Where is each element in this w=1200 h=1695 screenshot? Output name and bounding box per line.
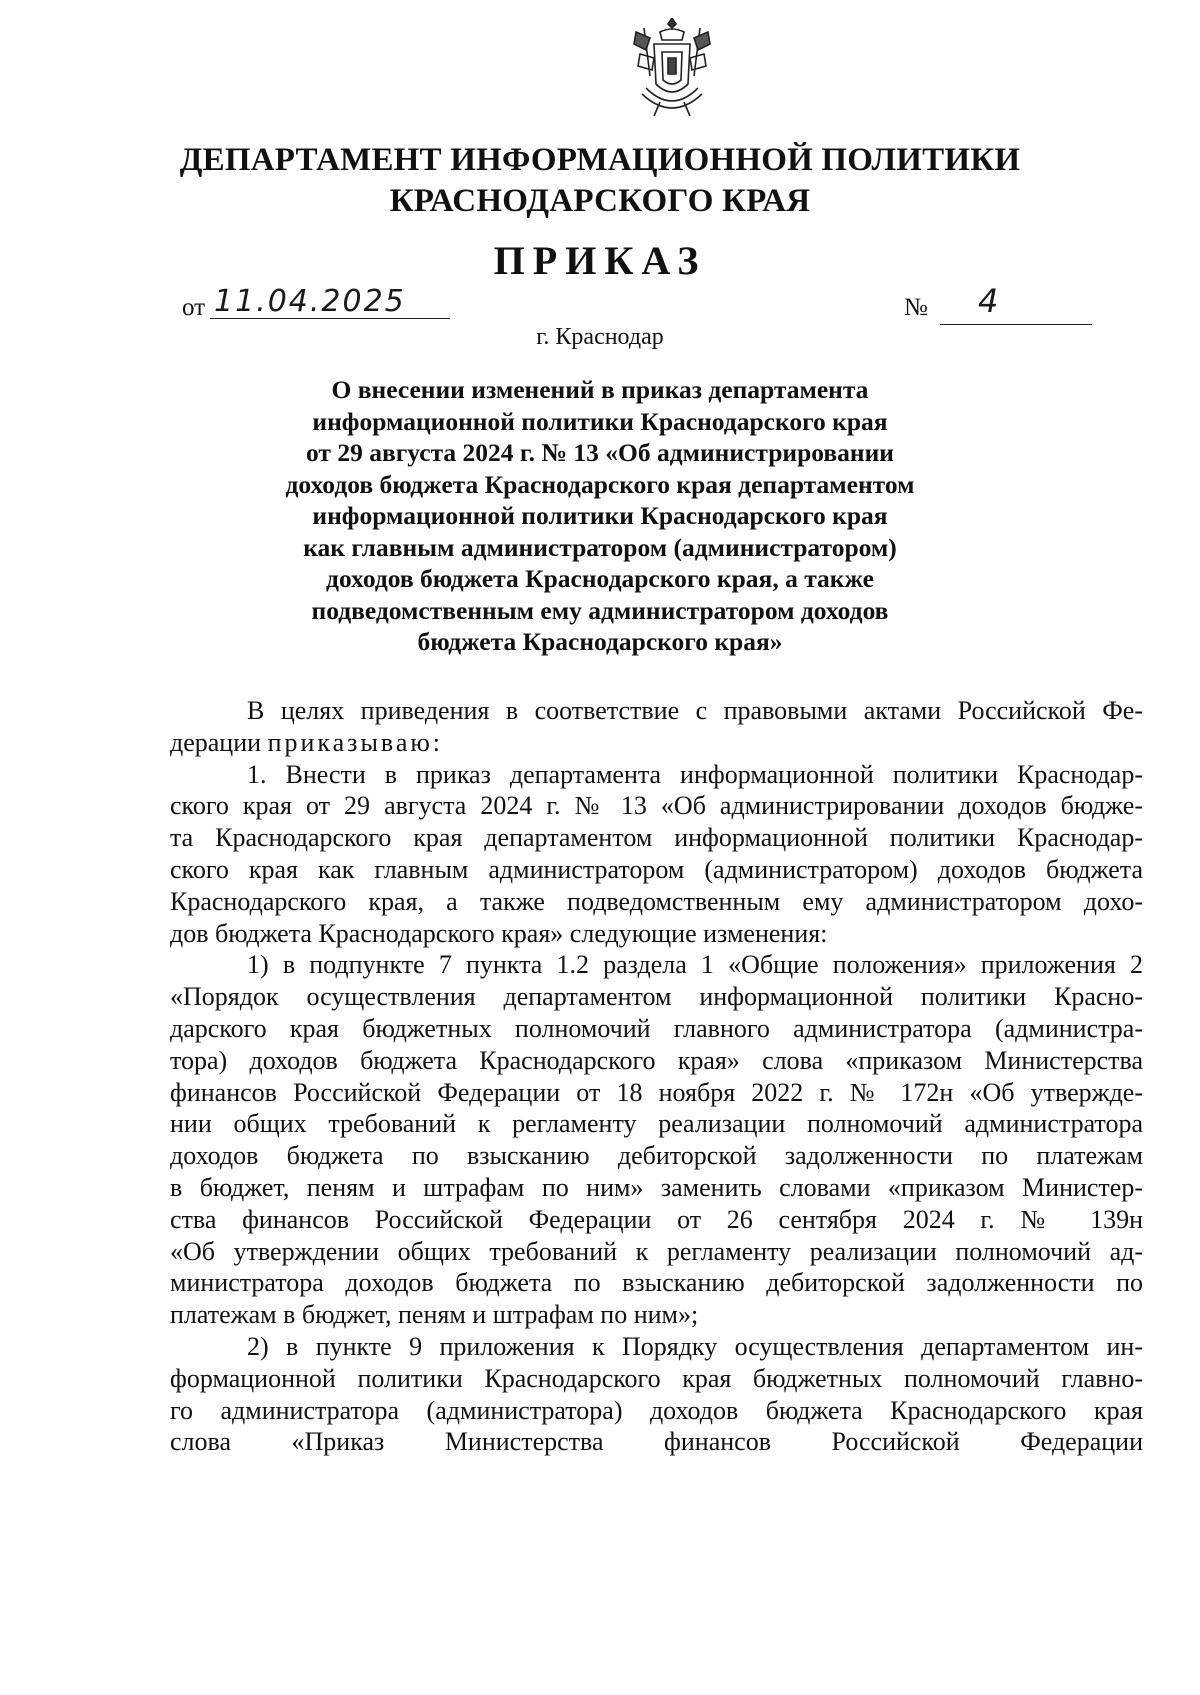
body-line: та Краснодарского края департаментом информационной политики Краснодар- bbox=[170, 823, 1143, 853]
body-line: финансов Российской Федерации от 18 ноября 2022 г. № 172н «Об утвержде- bbox=[170, 1077, 1143, 1107]
body-line: ского края как главным администратором (администратором) доходов бюджета bbox=[170, 854, 1143, 884]
date-underline bbox=[210, 318, 450, 319]
department-name-line-2: КРАСНОДАРСКОГО КРАЯ bbox=[389, 183, 811, 219]
order-subject bbox=[200, 374, 1000, 658]
body-text: дерации bbox=[170, 727, 262, 757]
city-line: г. Краснодар bbox=[536, 324, 664, 350]
subject-line: информационной политики Краснодарского края bbox=[312, 406, 888, 436]
subject-line: О внесении изменений в приказ департамента bbox=[331, 375, 869, 404]
subject-line: доходов бюджета Краснодарского края, а также bbox=[326, 564, 874, 593]
subject-line: от 29 августа 2024 г. № 13 «Об администрировании bbox=[306, 438, 894, 467]
subject-line: доходов бюджета Краснодарского края департаментом bbox=[285, 469, 915, 499]
body-line: В целях приведения в соответствие с правовыми актами Российской Фе- bbox=[247, 696, 1143, 725]
handwritten-date: 11.04.2025 bbox=[214, 284, 406, 319]
body-line: министратора доходов бюджета по взысканию дебиторской задолженности по bbox=[170, 1268, 1143, 1298]
body-line: «Об утверждении общих требований к регламенту реализации полномочий ад- bbox=[170, 1236, 1143, 1266]
body-line: Краснодарского края, а также подведомственным ему администратором дохо- bbox=[170, 886, 1143, 916]
subject-line: информационной политики Краснодарского края bbox=[312, 501, 888, 530]
body-line: 2) в пункте 9 приложения к Порядку осуществления департаментом ин- bbox=[247, 1331, 1143, 1361]
document-title: ПРИКАЗ bbox=[493, 238, 707, 283]
body-line: в бюджет, пеням и штрафам по ним» заменить словами «приказом Министер- bbox=[170, 1172, 1143, 1202]
order-body bbox=[170, 695, 1143, 1458]
body-line: ства финансов Российской Федерации от 26 сентября 2024 г. № 139н bbox=[170, 1204, 1143, 1234]
number-prefix: № bbox=[904, 294, 928, 321]
date-prefix: от bbox=[182, 294, 206, 321]
subject-line: как главным администратором (администратором) bbox=[303, 532, 897, 562]
subject-line: бюджета Краснодарского края» bbox=[417, 627, 783, 656]
body-line: го администратора (администратора) доходов бюджета Краснодарского края bbox=[170, 1395, 1143, 1425]
body-line: 1. Внести в приказ департамента информационной политики Краснодар- bbox=[247, 759, 1143, 789]
body-line: дарского края бюджетных полномочий главного администратора (администра- bbox=[170, 1013, 1143, 1043]
body-line: тора) доходов бюджета Краснодарского края» слова «приказом Министерства bbox=[170, 1045, 1143, 1075]
order-verb: приказываю: bbox=[267, 727, 444, 757]
body-line: платежам в бюджет, пеням и штрафам по ним»; bbox=[170, 1300, 699, 1330]
subject-line: подведомственным ему администратором доходов bbox=[311, 595, 889, 625]
body-line: нии общих требований к регламенту реализации полномочий администратора bbox=[170, 1109, 1143, 1139]
body-line: доходов бюджета по взысканию дебиторской задолженности по платежам bbox=[170, 1141, 1143, 1171]
handwritten-number: 4 bbox=[978, 282, 999, 320]
body-line: дов бюджета Краснодарского края» следующие изменения: bbox=[170, 918, 828, 948]
body-line: «Порядок осуществления департаментом информационной политики Красно- bbox=[170, 982, 1143, 1012]
body-line: слова «Приказ Министерства финансов Российской Федерации bbox=[170, 1427, 1143, 1457]
body-line: 1) в подпункте 7 пункта 1.2 раздела 1 «Общие положения» приложения 2 bbox=[247, 950, 1143, 980]
body-line: ского края от 29 августа 2024 г. № 13 «Об администрировании доходов бюдже- bbox=[170, 791, 1143, 821]
body-line: формационной политики Краснодарского края бюджетных полномочий главно- bbox=[170, 1363, 1143, 1393]
coat-of-arms-emblem bbox=[624, 18, 720, 124]
body-line bbox=[170, 727, 1143, 759]
department-name-line-1: ДЕПАРТАМЕНТ ИНФОРМАЦИОННОЙ ПОЛИТИКИ bbox=[179, 142, 1021, 178]
